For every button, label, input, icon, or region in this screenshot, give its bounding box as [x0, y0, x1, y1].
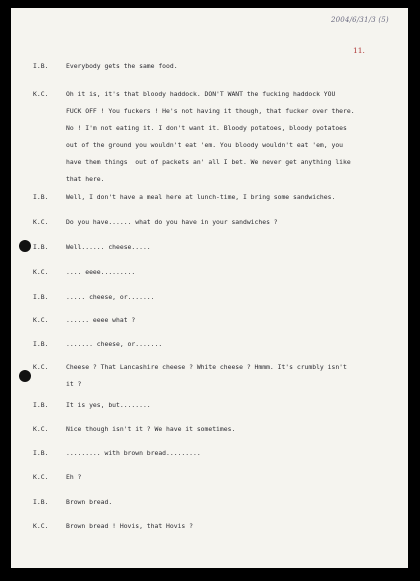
speech-line: ..... cheese, or....... [66, 293, 155, 301]
speaker-label: I.B. [33, 243, 49, 251]
speech-line: Brown bread. [66, 498, 113, 506]
speech-line: ...... eeee what ? [66, 316, 136, 324]
speaker-label: I.B. [33, 62, 49, 70]
speech-line: Well...... cheese..... [66, 243, 151, 251]
speech-line: Nice though isn't it ? We have it sometimes. [66, 425, 236, 433]
speech-line: have them things out of packets an' all I bet. We never get anything like [66, 158, 351, 166]
page-number: 11. [353, 46, 365, 55]
speaker-label: I.B. [33, 401, 49, 409]
speech-line: ....... cheese, or....... [66, 340, 163, 348]
speaker-label: K.C. [33, 473, 49, 481]
speech-line: out of the ground you wouldn't eat 'em. You bloody wouldn't eat 'em, you [66, 141, 344, 149]
speech-line: it ? [66, 380, 82, 388]
speaker-label: I.B. [33, 449, 49, 457]
speaker-label: K.C. [33, 218, 49, 226]
speech-line: Oh it is, it's that bloody haddock. DON'T WANT the fucking haddock YOU [66, 90, 336, 98]
speech-line: FUCK OFF ! You fuckers ! He's not having it though, that fucker over there. [66, 107, 355, 115]
speaker-label: K.C. [33, 316, 49, 324]
speaker-label: K.C. [33, 425, 49, 433]
speech-line: Well, I don't have a meal here at lunch-time, I bring some sandwiches. [66, 193, 336, 201]
speaker-label: K.C. [33, 268, 49, 276]
archive-reference: 2004/6/31/3 (5) [331, 16, 389, 24]
speaker-label: I.B. [33, 498, 49, 506]
speech-line: No ! I'm not eating it. I don't want it. Bloody potatoes, bloody potatoes [66, 124, 347, 132]
punch-hole-lower [19, 370, 31, 382]
speech-line: that here. [66, 175, 105, 183]
speaker-label: I.B. [33, 293, 49, 301]
speech-line: Eh ? [66, 473, 82, 481]
speaker-label: K.C. [33, 90, 49, 98]
transcript-page [11, 8, 408, 568]
speaker-label: K.C. [33, 363, 49, 371]
speech-line: Brown bread ! Hovis, that Hovis ? [66, 522, 193, 530]
speech-line: It is yes, but........ [66, 401, 151, 409]
speaker-label: I.B. [33, 193, 49, 201]
speech-line: Do you have...... what do you have in your sandwiches ? [66, 218, 278, 226]
speech-line: ......... with brown bread......... [66, 449, 201, 457]
speaker-label: I.B. [33, 340, 49, 348]
speaker-label: K.C. [33, 522, 49, 530]
punch-hole-upper [19, 240, 31, 252]
speech-line: Everybody gets the same food. [66, 62, 178, 70]
speech-line: .... eeee......... [66, 268, 136, 276]
speech-line: Cheese ? That Lancashire cheese ? White cheese ? Hmmm. It's crumbly isn't [66, 363, 347, 371]
